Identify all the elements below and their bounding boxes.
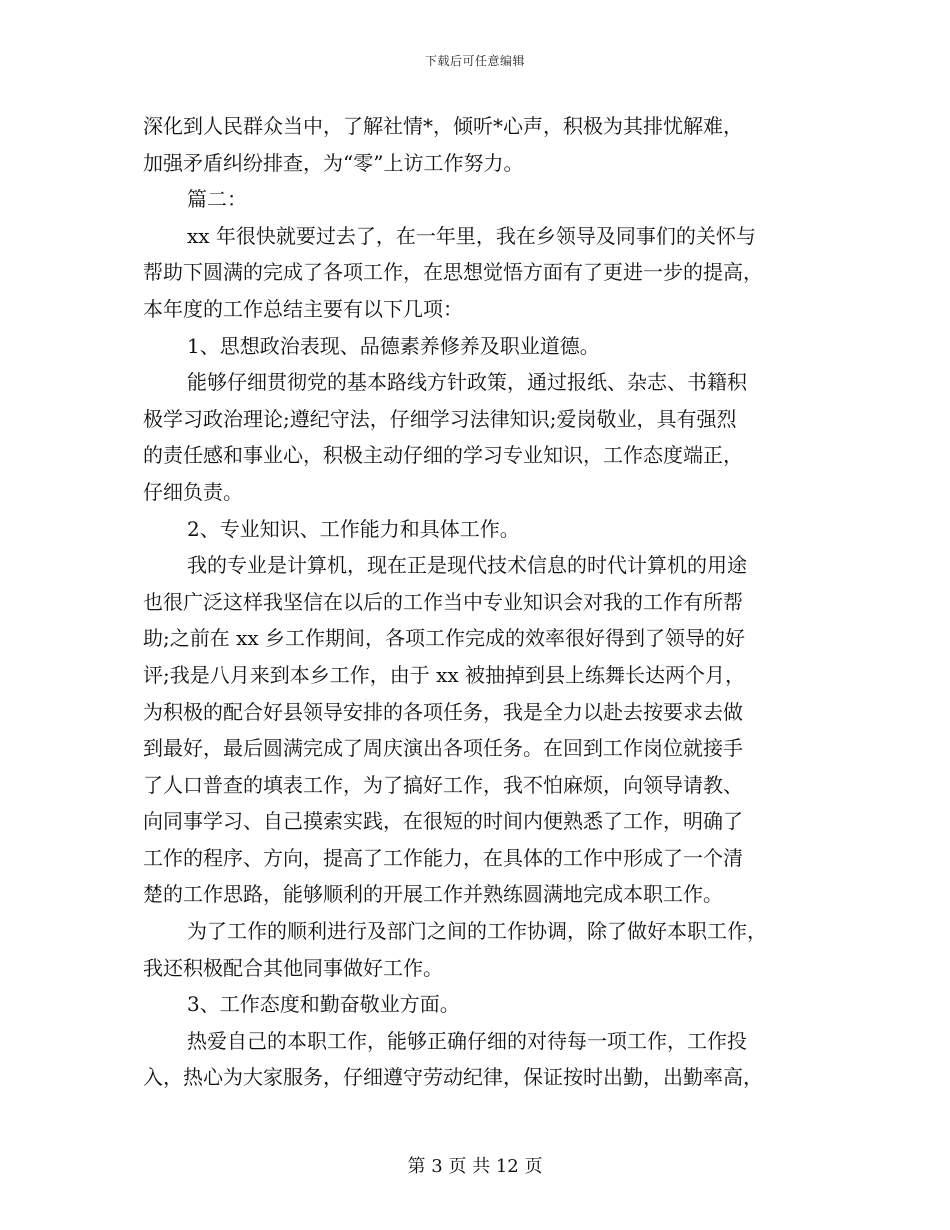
text-line: 加强矛盾纠纷排查，为“零”上访工作努力。 (143, 150, 524, 175)
text-line: 深化到人民群众当中，了解社情*，倾听*心声，积极为其排忧解难， (143, 114, 743, 138)
text-line: 热爱自己的本职工作，能够正确仔细的对待每一项工作，工作投 (187, 1028, 747, 1053)
text-line: 的责任感和事业心，积极主动仔细的学习专业知识，工作态度端正， (143, 443, 743, 468)
subsection-heading: 3、工作态度和勤奋敬业方面。 (187, 992, 460, 1017)
text-line: 入，热心为大家服务，仔细遵守劳动纪律，保证按时出勤，出勤率高， (143, 1065, 763, 1090)
text-line: 为积极的配合好县领导安排的各项任务，我是全力以赴去按要求去做 (143, 699, 743, 724)
page-header: 下载后可任意编辑 (424, 54, 525, 68)
text-line: 了人口普查的填表工作，为了搞好工作，我不怕麻烦，向领导请教、 (143, 772, 743, 797)
text-line: xx 年很快就要过去了，在一年里，我在乡领导及同事们的关怀与 (187, 223, 756, 248)
page-number-footer: 第 3 页 共 12 页 (407, 1156, 543, 1177)
text-line: 助;之前在 xx 乡工作期间，各项工作完成的效率很好得到了领导的好 (143, 626, 746, 651)
text-line: 也很广泛这样我坚信在以后的工作当中专业知识会对我的工作有所帮 (143, 589, 743, 614)
text-line: 极学习政治理论;遵纪守法，仔细学习法律知识;爱岗敬业，具有强烈 (143, 406, 737, 431)
subsection-heading: 1、思想政治表现、品德素养修养及职业道德。 (187, 333, 600, 358)
text-line: 工作的程序、方向，提高了工作能力，在具体的工作中形成了一个清 (143, 845, 743, 870)
text-line: 到最好，最后圆满完成了周庆演出各项任务。在回到工作岗位就接手 (143, 736, 743, 761)
text-line: 为了工作的顺利进行及部门之间的工作协调，除了做好本职工作， (187, 919, 767, 944)
text-line: 向同事学习、自己摸索实践，在很短的时间内便熟悉了工作，明确了 (143, 809, 743, 834)
text-line: 我的专业是计算机，现在正是现代技术信息的时代计算机的用途 (187, 553, 747, 578)
section-heading: 篇二： (187, 187, 247, 212)
text-line: 能够仔细贯彻党的基本路线方针政策，通过报纸、杂志、书籍积 (187, 370, 747, 395)
text-line: 我还积极配合其他同事做好工作。 (143, 955, 443, 980)
text-line: 评;我是八月来到本乡工作，由于 xx 被抽掉到县上练舞长达两个月， (143, 662, 746, 687)
text-line: 仔细负责。 (143, 479, 243, 504)
document-body (143, 108, 813, 1096)
text-line: 本年度的工作总结主要有以下几项： (143, 296, 463, 321)
text-line: 帮助下圆满的完成了各项工作，在思想觉悟方面有了更进一步的提高， (143, 260, 763, 285)
text-line: 楚的工作思路，能够顺利的开展工作并熟练圆满地完成本职工作。 (143, 882, 723, 907)
subsection-heading: 2、专业知识、工作能力和具体工作。 (187, 516, 520, 541)
